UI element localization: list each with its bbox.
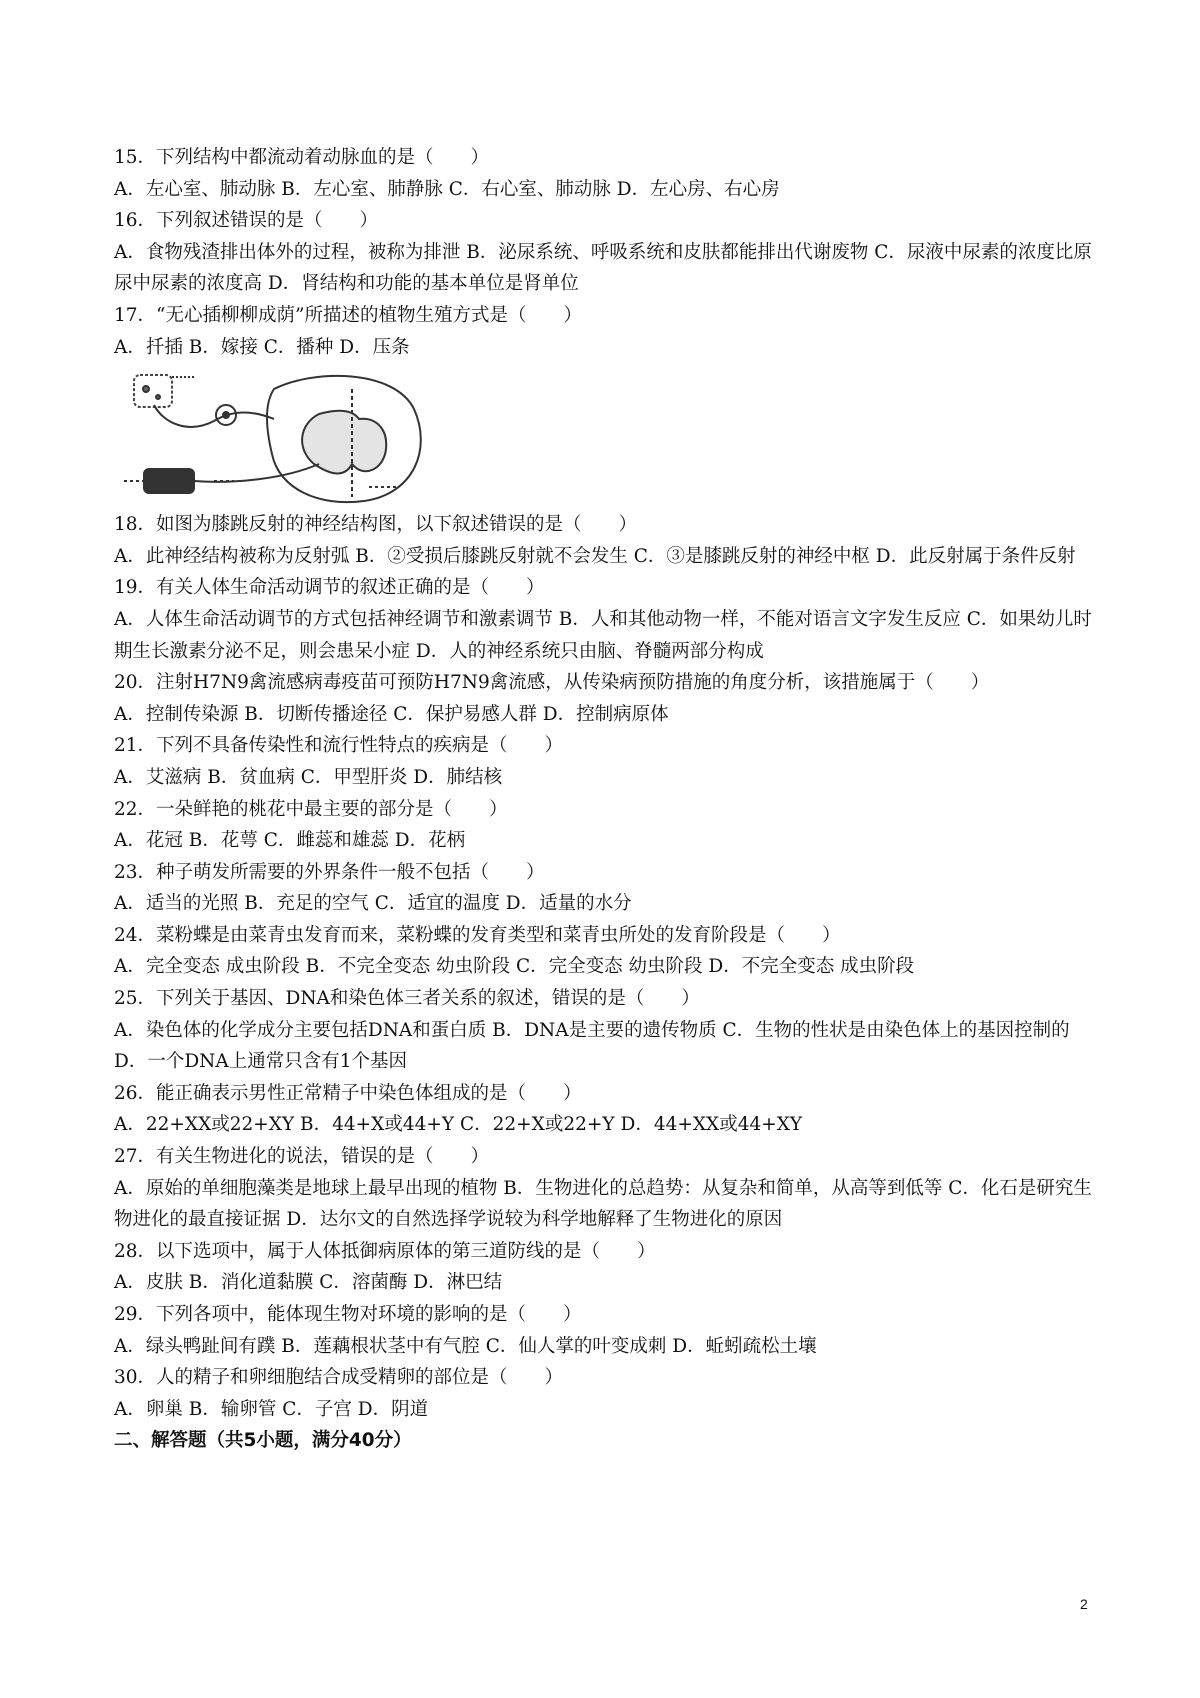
question-stem: 21．下列不具备传染性和流行性特点的疾病是（ ） bbox=[114, 735, 564, 757]
question-options: A．卵巢 B．输卵管 C．子宫 D．阴道 bbox=[114, 1398, 429, 1420]
question-stem: 16．下列叙述错误的是（ ） bbox=[114, 210, 379, 232]
question-stem: 30．人的精子和卵细胞结合成受精卵的部位是（ ） bbox=[114, 1367, 564, 1389]
question-options: A．22+XX或22+XY B．44+X或44+Y C．22+X或22+Y D．44+XX或44+XY bbox=[114, 1114, 803, 1136]
question-stem: 18．如图为膝跳反射的神经结构图，以下叙述错误的是（ ） bbox=[114, 514, 638, 536]
question-options: A．原始的单细胞藻类是地球上最早出现的植物 B．生物进化的总趋势：从复杂和简单，从高等到低等 C．化石是研究生物进化的最直接证据 D．达尔文的自然选择学说较为科学地解释了生物进化的原因 bbox=[114, 1177, 1092, 1231]
question-options: A．左心室、肺动脉 B．左心室、肺静脉 C．右心室、肺动脉 D．左心房、右心房 bbox=[114, 178, 780, 200]
question-stem: 28．以下选项中，属于人体抵御病原体的第三道防线的是（ ） bbox=[114, 1240, 656, 1262]
question-list bbox=[114, 142, 1104, 1457]
question-stem: 25．下列关于基因、DNA和染色体三者关系的叙述，错误的是（ ） bbox=[114, 988, 700, 1010]
section-heading: 二、解答题（共5小题，满分40分） bbox=[114, 1430, 412, 1452]
question-stem: 22．一朵鲜艳的桃花中最主要的部分是（ ） bbox=[114, 798, 508, 820]
question-options: A．扦插 B．嫁接 C．播种 D．压条 bbox=[114, 336, 410, 358]
knee-jerk-reflex-diagram bbox=[114, 369, 444, 507]
question-stem: 23．种子萌发所需要的外界条件一般不包括（ ） bbox=[114, 861, 545, 883]
question-options: A．人体生命活动调节的方式包括神经调节和激素调节 B．人和其他动物一样，不能对语言文字发生反应 C．如果幼儿时期生长激素分泌不足，则会患呆小症 D．人的神经系统只由脑、脊髓两部分构成 bbox=[114, 608, 1092, 662]
question-options: A．花冠 B．花萼 C．雌蕊和雄蕊 D．花柄 bbox=[114, 830, 466, 852]
question-options: A．艾滋病 B．贫血病 C．甲型肝炎 D．肺结核 bbox=[114, 766, 503, 788]
question-options: A．绿头鸭趾间有蹼 B．莲藕根状茎中有气腔 C．仙人掌的叶变成刺 D．蚯蚓疏松土壤 bbox=[114, 1335, 817, 1357]
question-options: A．此神经结构被称为反射弧 B．②受损后膝跳反射就不会发生 C．③是膝跳反射的神经中枢 D．此反射属于条件反射 bbox=[114, 545, 1076, 567]
question-options: A．适当的光照 B．充足的空气 C．适宜的温度 D．适量的水分 bbox=[114, 893, 632, 915]
question-stem: 27．有关生物进化的说法，错误的是（ ） bbox=[114, 1146, 490, 1168]
question-options: A．皮肤 B．消化道黏膜 C．溶菌酶 D．淋巴结 bbox=[114, 1272, 503, 1294]
question-stem: 17．“无心插柳柳成荫”所描述的植物生殖方式是（ ） bbox=[114, 304, 582, 326]
question-options: A．完全变态 成虫阶段 B．不完全变态 幼虫阶段 C．完全变态 幼虫阶段 D．不完全变态 成虫阶段 bbox=[114, 956, 915, 978]
question-options: A．控制传染源 B．切断传播途径 C．保护易感人群 D．控制病原体 bbox=[114, 703, 669, 725]
question-stem: 26．能正确表示男性正常精子中染色体组成的是（ ） bbox=[114, 1082, 582, 1104]
question-options: A．食物残渣排出体外的过程，被称为排泄 B．泌尿系统、呼吸系统和皮肤都能排出代谢废物 C．尿液中尿素的浓度比原尿中尿素的浓度高 D．肾结构和功能的基本单位是肾单位 bbox=[114, 241, 1092, 295]
question-stem: 29．下列各项中，能体现生物对环境的影响的是（ ） bbox=[114, 1304, 582, 1325]
question-stem: 24．菜粉蝶是由菜青虫发育而来，菜粉蝶的发育类型和菜青虫所处的发育阶段是（ ） bbox=[114, 924, 841, 946]
page-number: 2 bbox=[1080, 1596, 1088, 1612]
reflex-arc-illustration bbox=[114, 369, 444, 507]
question-options: A．染色体的化学成分主要包括DNA和蛋白质 B．DNA是主要的遗传物质 C．生物的性状是由染色体上的基因控制的 D．一个DNA上通常只含有1个基因 bbox=[114, 1019, 1070, 1073]
question-stem: 20．注射H7N9禽流感病毒疫苗可预防H7N9禽流感，从传染病预防措施的角度分析，该措施属于（ ） bbox=[114, 672, 990, 694]
question-stem: 15．下列结构中都流动着动脉血的是（ ） bbox=[114, 147, 490, 168]
question-stem: 19．有关人体生命活动调节的叙述正确的是（ ） bbox=[114, 577, 545, 599]
